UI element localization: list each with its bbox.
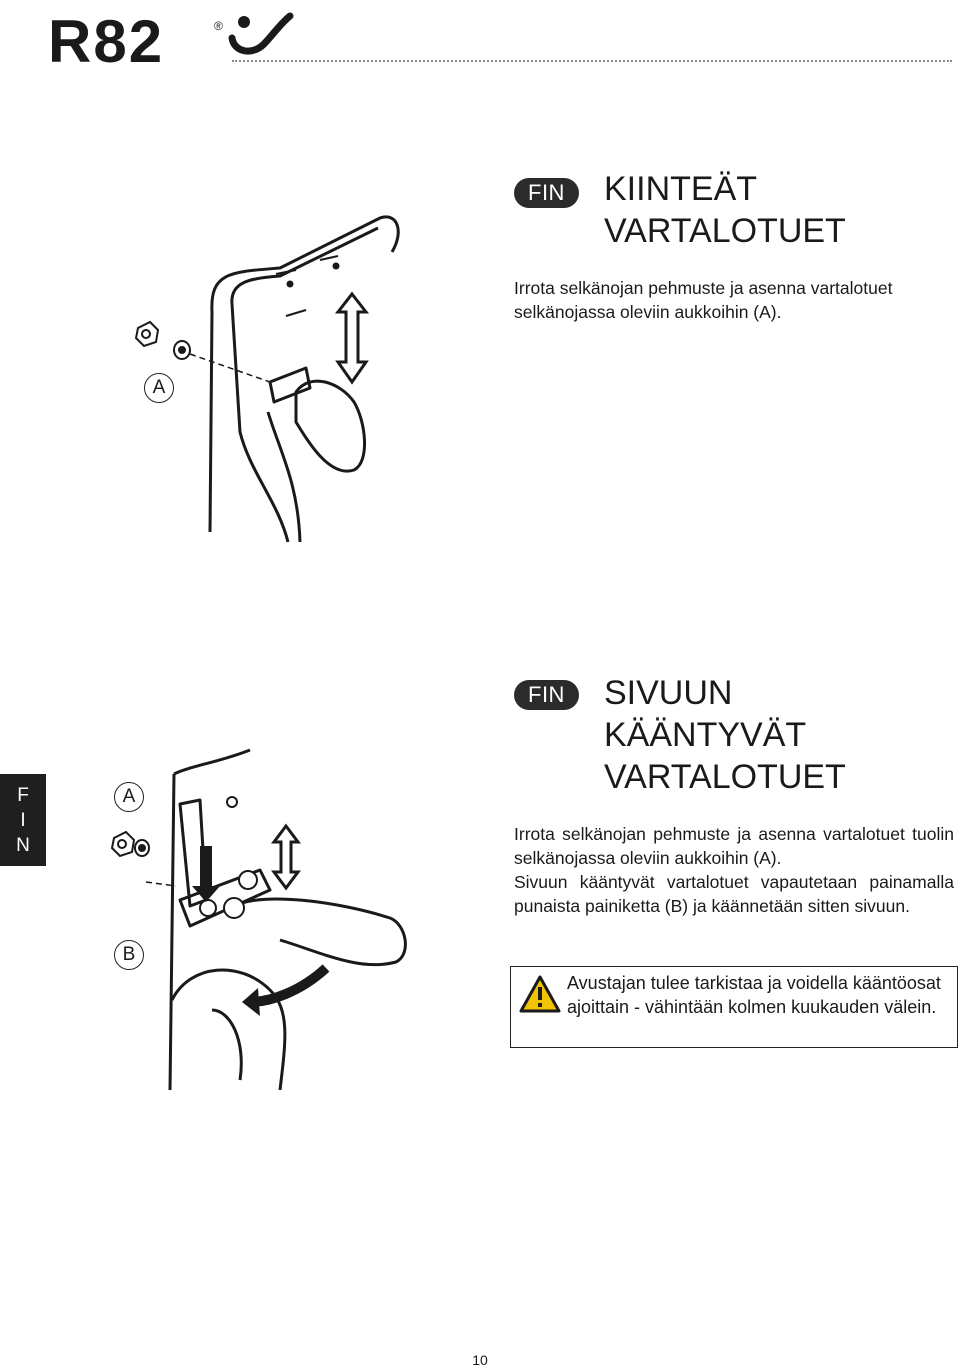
swing-arrow-icon — [242, 968, 326, 1016]
section1-body — [514, 276, 954, 324]
swing-away-lateral-support-illustration — [100, 740, 430, 1090]
section1-language-badge: FIN — [514, 178, 579, 208]
side-tab-letter: N — [16, 834, 30, 856]
warning-text: Avustajan tulee tarkistaa ja voidella kääntöosat ajoittain - vähintään kolmen kuukauden välein. — [567, 973, 941, 1017]
header-dotted-rule — [232, 60, 952, 62]
section1-title-line: VARTALOTUET — [604, 212, 846, 250]
section2-title — [604, 672, 846, 798]
swoosh-dot-icon — [238, 16, 250, 28]
side-tab-letter: I — [20, 809, 26, 831]
callout-b: B — [114, 940, 144, 970]
section2-title-line: VARTALOTUET — [604, 758, 846, 796]
screw-icon — [136, 322, 190, 359]
section2-title-line: SIVUUN — [604, 674, 733, 712]
section1-body-line: Irrota selkänojan pehmuste ja asenna vartalotuet — [514, 278, 893, 298]
section1-title-line: KIINTEÄT — [604, 170, 758, 208]
fixed-lateral-support-illustration — [130, 212, 420, 547]
section2-body-paragraph: Sivuun kääntyvät vartalotuet vapautetaan painamalla punaista painiketta (B) ja käännetään sitten sivuun. — [514, 872, 954, 916]
screw-icon — [112, 832, 149, 856]
language-side-tab — [0, 774, 46, 866]
section2-title-line: KÄÄNTYVÄT — [604, 716, 807, 754]
section1-body-line: selkänojassa oleviin aukkoihin (A). — [514, 302, 782, 322]
callout-a: A — [144, 373, 174, 403]
vertical-arrow-icon — [274, 826, 298, 888]
section1-title — [604, 168, 846, 252]
section2-body — [514, 822, 954, 918]
warning-triangle-icon — [519, 975, 561, 1013]
vertical-arrow-icon — [338, 294, 366, 382]
page-number: 10 — [472, 1352, 488, 1368]
section2-body-paragraph: Irrota selkänojan pehmuste ja asenna vartalotuet tuolin selkänojassa oleviin aukkoihin (A). — [514, 824, 954, 868]
section2-language-badge: FIN — [514, 680, 579, 710]
side-tab-letter: F — [17, 784, 29, 806]
warning-box — [510, 966, 958, 1048]
logo-text: R82 — [48, 8, 165, 70]
callout-a: A — [114, 782, 144, 812]
registered-mark: ® — [214, 19, 223, 33]
